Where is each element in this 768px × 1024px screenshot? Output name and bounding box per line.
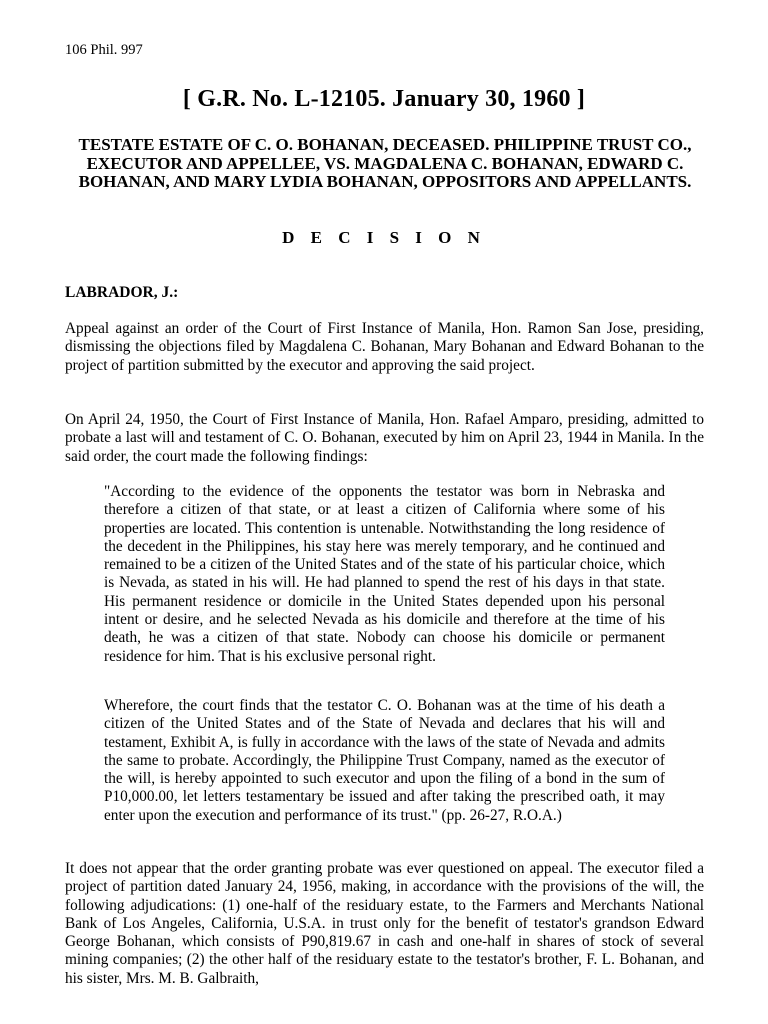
quote-wherefore: Wherefore, the court finds that the testator C. O. Bohanan was at the time of his death a citizen of the United States and of the State of Nevada and declares that his will and testament, Exhibit A, is fully in accordance with the laws of the state of Nevada and admits the same to probate. Accordingly, the Philippine Trust Company, named as the executor of the will, is hereby appointed to such executor and upon the filing of a bond in the sum of P10,000.00, let letters testamentary be issued and after taking the prescribed oath, it may enter upon the execution and performance of its trust." (pp. 26-27, R.O.A.) bbox=[104, 697, 665, 824]
paragraph-probate: On April 24, 1950, the Court of First Instance of Manila, Hon. Rafael Amparo, presiding, admitted to probate a last will and testament of C. O. Bohanan, executed by him on April 23, 1944 in Manila. In the said order, the court made the following findings: bbox=[65, 411, 704, 465]
quote-findings: "According to the evidence of the opponents the testator was born in Nebraska and therefore a citizen of that state, or at least a citizen of California where some of his properties are located. This contention is untenable. Notwithstanding the long residence of the decedent in the Philippines, his stay here was merely temporary, and he continued and remained to be a citizen of the United States and of the state of his particular choice, which is Nevada, as stated in his will. He had planned to spend the rest of his days in that state. His permanent residence or domicile in the United States depended upon his personal intent or desire, and he selected Nevada as his domicile and therefore at the time of his death, he was a citizen of that state. Nobody can choose his domicile or permanent residence for him. That is his exclusive personal right. bbox=[104, 483, 665, 665]
decision-heading: D E C I S I O N bbox=[282, 228, 486, 247]
ponente-label: LABRADOR, J.: bbox=[65, 284, 179, 301]
citation: 106 Phil. 997 bbox=[65, 42, 143, 58]
paragraph-appeal: Appeal against an order of the Court of First Instance of Manila, Hon. Ramon San Jose, presiding, dismissing the objections filed by Magdalena C. Bohanan, Mary Bohanan and Edward Bohanan to the project of partition submitted by the executor and approving the said project. bbox=[65, 320, 704, 374]
case-title: TESTATE ESTATE OF C. O. BOHANAN, DECEASED. PHILIPPINE TRUST CO., EXECUTOR AND APPELLEE, VS. MAGDALENA C. BOHANAN, EDWARD C. BOHANAN, AND MARY LYDIA BOHANAN, OPPOSITORS AND APPELLANTS. bbox=[78, 135, 692, 191]
paragraph-partition: It does not appear that the order granting probate was ever questioned on appeal. The executor filed a project of partition dated January 24, 1956, making, in accordance with the provisions of the will, the following adjudications: (1) one-half of the residuary estate, to the Farmers and Merchants National Bank of Los Angeles, California, U.S.A. in trust only for the benefit of testator's grandson Edward George Bohanan, which consists of P90,819.67 in cash and one-half in shares of stock of several mining companies; (2) the other half of the residuary estate to the testator's brother, F. L. Bohanan, and his sister, Mrs. M. B. Galbraith, bbox=[65, 860, 704, 987]
gr-number-title: [ G.R. No. L-12105. January 30, 1960 ] bbox=[182, 86, 586, 112]
